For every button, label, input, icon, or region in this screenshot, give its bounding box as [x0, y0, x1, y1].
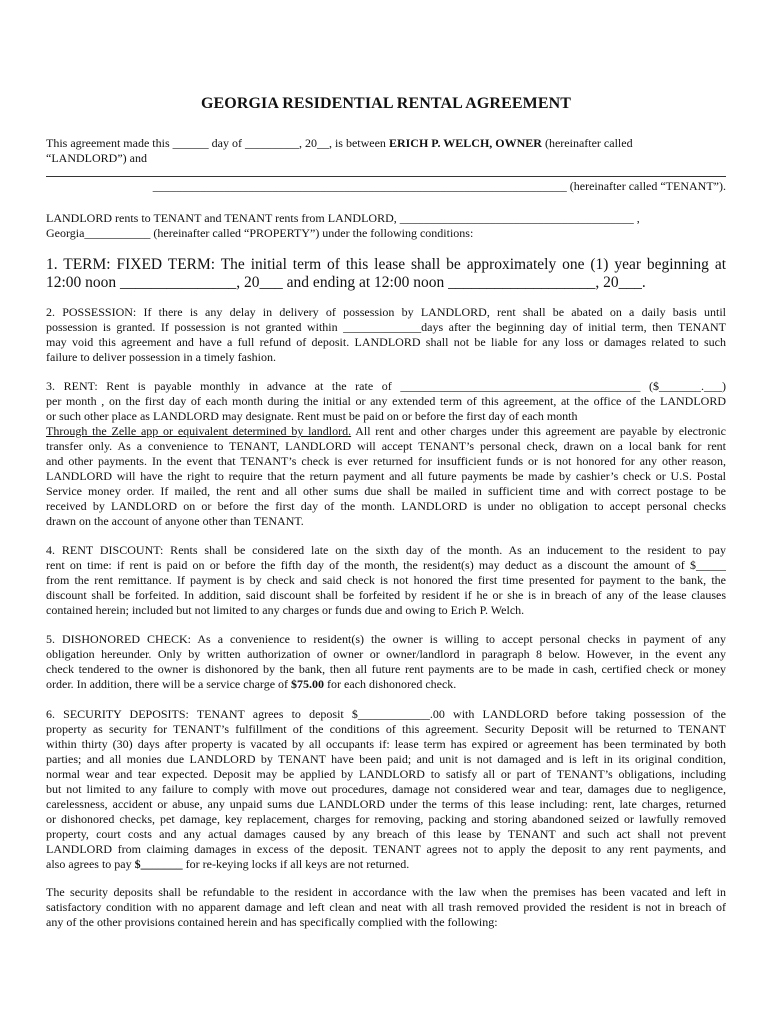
property-line-2: Georgia___________ (hereinafter called “PROPERTY”) under the following conditions: [46, 226, 474, 240]
section-security-deposits: 6. SECURITY DEPOSITS: TENANT agrees to deposit $____________.00 with LANDLORD before taking possession of the property as security for TENANT’s fulfillment of the conditions of this agreement. Security Deposit will be returned to TENANT within thirty (30) days after property is vacated by all occupants if: lease term has expired or agreement has been terminated by both parties; and all monies due LANDLORD by TENANT have been paid; and unit is not damaged and is left in its original condition, normal wear and tear expected. Deposit may be applied by LANDLORD to satisfy all or part of TENANT’s obligations, including but not limited to any failure to comply with move out procedures, damage not considered wear and tear, damages due to negligence, carelessness, accident or abuse, any unpaid sums due LANDLORD under the terms of this lease including: rent, late charges, returned or dishonored checks, pet damage, key replacement, charges for removing, packing and storing abandoned seized or lawfully removed property, court costs and any actual damages caused by any breach of this lease by TENANT and such act shall not prevent LANDLORD from claiming damages in excess of the deposit. TENANT agrees not to apply the deposit to any rent payments, and also agrees to pay $_______ for re-keying locks if all keys are not returned. [46, 707, 726, 871]
section-dishonored-check: 5. DISHONORED CHECK: As a convenience to resident(s) the owner is willing to accept personal checks in payment of any obligation hereunder. Only by written authorization of owner or owner/landlord in paragraph 8 below. However, in the event any check tendered to the owner is dishonored by the bank, then all future rent payments are to be made in cash, certified check or money order. In addition, there will be a service charge of $75.00 for each dishonored check. [46, 632, 726, 691]
tenant-name-blank-line [46, 176, 726, 177]
section-rent: 3. RENT: Rent is payable monthly in advance at the rate of ________________________________________ ($_______.___) per month , on the first day of each month during the initial or any extended term of this agreement, at the office of the LANDLORD or such other place as LANDLORD may designate. Rent must be paid on or before the first day of each month Through the Zelle app or equivalent determined by landlord. All rent and other charges under this agreement are payable by electronic transfer only. As a convenience to TENANT, LANDLORD will accept TENANT’s personal check, drawn on a local bank for rent and other payments. In the event that TENANT’s check is ever returned for insufficient funds or is not honored for any other reason, LANDLORD will have the right to require that the return payment and all future payments be made by cashier’s check or U.S. Postal Service money order. If mailed, the rent and all other sums due shall be mailed in sufficient time and with correct postage to be received by LANDLORD on or before the first day of the month. LANDLORD is under no obligation to accept personal checks drawn on the account of anyone other than TENANT. [46, 379, 726, 528]
document-title: GEORGIA RESIDENTIAL RENTAL AGREEMENT [200, 95, 572, 112]
service-charge-amount: $75.00 [291, 677, 325, 691]
rekey-fee-blank: $_______ [134, 857, 183, 871]
zelle-payment-note: Through the Zelle app or equivalent determined by landlord. [46, 424, 352, 438]
section-term: 1. TERM: FIXED TERM: The initial term of this lease shall be approximately one (1) year beginning at 12:00 noon _______________, 20___ and ending at 12:00 noon ___________________, 20___. [46, 256, 726, 291]
intro-line-1: This agreement made this ______ day of _________, 20__, is between ERICH P. WELCH, OWNER (hereinafter called [46, 136, 633, 150]
tenant-line: _____________________________________________________________________ (hereinafter called “TENANT”). [152, 179, 726, 193]
owner-name: ERICH P. WELCH, OWNER [388, 136, 542, 150]
section-rent-discount: 4. RENT DISCOUNT: Rents shall be considered late on the sixth day of the month. As an inducement to the resident to pay rent on time: if rent is paid on or before the fifth day of the month, the resident(s) may deduct as a discount the amount of $_____ from the rent remittance. If payment is by check and said check is not honored the first time presented for payment to the bank, the discount shall be forfeited. In addition, said discount shall be forfeited by resident if he or she is in breach of any of the lease clauses contained herein; included but not limited to any charges or funds due and owing to Erich P. Welch. [46, 543, 726, 617]
agreement-intro [46, 136, 726, 166]
property-line-1: LANDLORD rents to TENANT and TENANT rents from LANDLORD, _______________________________________ , [46, 211, 640, 225]
intro-line-2: “LANDLORD”) and [46, 151, 147, 165]
rent-payment-method-line: Through the Zelle app or equivalent determined by landlord. All rent and other charges under this agreement are payable by electronic [46, 424, 726, 438]
property-clause [46, 211, 726, 241]
deposit-refund-paragraph: The security deposits shall be refundable to the resident in accordance with the law when the premises has been vacated and left in satisfactory condition with no apparent damage and left clean and neat with all trash removed provided the resident is not in breach of any of the other provisions contained herein and has specifically complied with the following: [46, 885, 726, 929]
section-possession: 2. POSSESSION: If there is any delay in delivery of possession by LANDLORD, rent shall be abated on a daily basis until possession is granted. If possession is not granted within _____________days after the beginning day of initial term, then TENANT may void this agreement and have a full refund of deposit. LANDLORD shall not be liable for any loss or damages related to such failure to deliver possession in a timely fashion. [46, 305, 726, 364]
